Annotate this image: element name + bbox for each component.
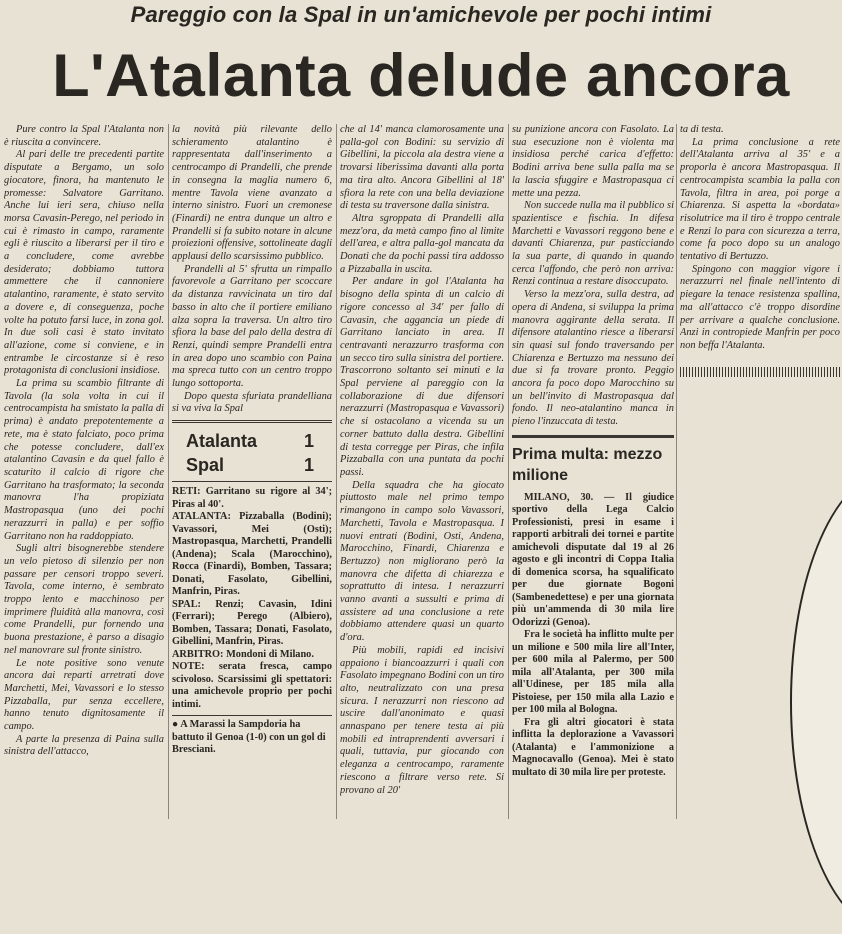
away-team: Spal xyxy=(186,455,225,476)
news-paragraph: MILANO, 30. — Il giudice sportivo della Lega Calcio Professionisti, presi in esame i rapporti arbitrali dei tornei e partite amichevoli disputate dal 19 al 26 agosto e gli incontri di Coppa Italia di domenica scorsa, ha squalificato per due giornate Bogoni (Sambenedettese) e per una giornata più un'ammenda di 30 mila lire Odorizzi (Genoa). xyxy=(512,491,674,628)
paragraph: Più mobili, rapidi ed incisivi appaiono i biancoazzurri i quali con Fasolato impegnano Bodini con un tiro alto, neutralizzato con una presa sicura. I nerazzurri non riescono ad uscire dall'anonimato e quasi annaspano per tenere testa ai più mobili ed intraprendenti avversari i quali, tuttavia, pur giocando con eleganza a centrocampo, raramente riescono a filtrare verso rete. Si provano al 20' xyxy=(340,644,504,796)
paragraph: Della squadra che ha giocato piuttosto male nel primo tempo rimangono in campo solo Vavassori, Marchetti, Tavola e Mastropasqua. I nuovi entrati (Bodini, Osti, Andena, Marocchino, Finardi, Chiarenza e Bertuzzo) non migliorano però la manovra che difetta di chiarezza e soprattutto di intesa. I nerazzurri vanno avanti a sussulti e prima di assistere ad una conclusione a rete dobbiamo attendere quasi un quarto d'ora. xyxy=(340,479,504,644)
paragraph: Le note positive sono venute ancora dai reparti arretrati dove Marchetti, Mei, Vavassori e lo stesso Pizzaballa, pur senza eccellere, hanno tenuto dignitosamente il campo. xyxy=(4,657,164,733)
box-note-spal xyxy=(172,599,332,649)
paragraph: che al 14' manca clamorosamente una palla-gol con Bodini: su servizio di Gibellini, la piccola ala destra viene a trovarsi liberissima davanti alla porta ma tira alto. Ancora Gibellini al 18' sfiora la rete con una bella deviazione di testa su traversone dalla sinistra. xyxy=(340,124,504,212)
note-label: NOTE: xyxy=(172,661,205,673)
paragraph: Dopo questa sfuriata prandelliana si va viva la Spal xyxy=(172,390,332,415)
home-team: Atalanta xyxy=(186,431,258,452)
paragraph: Altra sgroppata di Prandelli alla mezz'ora, da metà campo fino al limite dell'area, e altra palla-gol mancata da Donati che da pochi passi tira addosso a Pizzaballa in uscita. xyxy=(340,212,504,275)
scoreboard-home xyxy=(172,429,332,453)
paragraph: Al pari delle tre precedenti partite disputate a Bergamo, un solo giocatore, finora, ha mantenuto le promesse: Salvatore Garritano. Anche lui ieri sera, chiuso nella morsa Cavasin-Perego, nel periodo in cui è rimasto in campo, raramente egli è riuscito a liberarsi per il tiro e a concludere, come avrebbe desiderato; dobbiamo tuttora ammettere che il cannoniere atalantino, raramente, è stato servito a dovere e, di conseguenza, poche volte ha potuto farsi luce, in zona gol. In due soli casi è stato invitato all'azione, come si conviene, e in entrambe le circostanze si è reso protagonista di conclusioni insidiose. xyxy=(4,149,164,377)
box-note-notes xyxy=(172,661,332,711)
note-label: RETI: xyxy=(172,486,201,498)
headline: L'Atalanta delude ancora xyxy=(52,42,790,109)
hatched-divider xyxy=(680,367,840,377)
home-score: 1 xyxy=(303,431,314,452)
article-column-4 xyxy=(512,124,674,819)
note-text: Renzi; Cavasin, Idini (Ferrari); Perego (Albiero), Bomben, Tassara; Donati, Fasolato, Gibellini, Manfrin, Piras. xyxy=(172,598,332,648)
box-note-referee xyxy=(172,649,332,662)
scoreboard-away xyxy=(172,453,332,477)
paragraph: Non succede nulla ma il pubblico si spazientisce e fischia. In difesa Marchetti e Vavassori reggono bene e davanti Chiarenza, pur pasticciando la sua parte, di quando in quando cerca l'affondo, che però non arriva: Renzi continua a restare disoccupato. xyxy=(512,200,674,288)
kicker-subheadline: Pareggio con la Spal in un'amichevole per pochi intimi xyxy=(130,2,712,27)
note-label: ATALANTA: xyxy=(172,511,231,523)
paragraph: La prima conclusione a rete dell'Atalanta arriva al 35' e a proporla è ancora Mastropasqua. Il centrocampista scambia la palla con Tavola, filtra in area, poi porge a Chiarenza. Si aspetta la «bordata» risolutrice ma il tiro è troppo centrale e Renzi lo para con sicurezza a terra, come fa poco dopo su un analogo tentativo di Bertuzzo. xyxy=(680,136,840,263)
paragraph: Sugli altri bisognerebbe stendere un velo pietoso di silenzio per non passare per censori troppo severi. Tavola, come interno, è sembrato troppo lento e macchinoso per imprimere fluidità alla manovra, così come Prandelli, pur fornendo una buona prestazione, è parso a disagio nel manovrare sul fronte sinistro. xyxy=(4,543,164,656)
paragraph: Prandelli al 5' sfrutta un rimpallo favorevole a Garritano per scoccare da distanza ravvicinata un tiro dal basso in alto che il portiere emiliano alza sopra la traversa. Un altro tiro sfiora la base del palo della destra di Renzi, quindi sempre Prandelli entra in area dopo uno scambio con Paina ma spreca tutto con un centro troppo lungo sottoporta. xyxy=(172,263,332,390)
note-text: Mondoni di Milano. xyxy=(226,648,314,660)
paragraph: la novità più rilevante dello schieramento atalantino è rappresentata dall'inserimento a centrocampo di Prandelli, che prende in consegna la maglia numero 6, mentre Tavola viene avanzato a interno sinistro. Fuori un cremonese (Finardi) ne entra dunque un altro e Prandelli si fa subito notare in alcune proiezioni offensive, sottolineate dagli applausi dello scarsissimo pubblico. xyxy=(172,124,332,263)
scoreboard-separator xyxy=(172,481,332,482)
note-text: Pizzaballa (Bodini); Vavassori, Mei (Osti); Mastropasqua, Marchetti, Prandelli (Andena); Scala (Marocchino), Rocca (Finardi), Bomben, Tassara; Donati, Fasolato, Gibellini, Manfrin, Piras. xyxy=(172,511,332,598)
box-note-goals xyxy=(172,486,332,511)
paragraph: La prima su scambio filtrante di Tavola (la sola volta in cui il centrocampista ha smistato la palla di prima) è andato prepotentemente a rete, ma è stato falciato, poco prima che potesse concludere, dall'ex atalantino Cavasin e da quel fallo è scaturito il calcio di rigore che Garritano ha trasformato; la seconda manovra l'ha propiziata Mastropasqua (uno dei pochi nerazzurri in palla) e per soffio Garritano non ha raddoppiato. xyxy=(4,378,164,542)
away-score: 1 xyxy=(303,455,314,476)
paragraph: su punizione ancora con Fasolato. La sua esecuzione non è violenta ma insidiosa perché carica d'effetto: Bodini arriva bene sulla palla ma se la lascia sfuggire e Mastropasqua ci mette una pezza. xyxy=(512,124,674,199)
article-column-2 xyxy=(172,124,332,819)
note-label: ARBITRO: xyxy=(172,648,224,660)
column-rule xyxy=(336,124,337,819)
column-rule xyxy=(508,124,509,819)
note-text: Garritano su rigore al 34'; Piras al 40'. xyxy=(172,486,332,510)
news-paragraph: Fra gli altri giocatori è stata inflitta la deplorazione a Vavassori (Atalanta) e l'ammonizione a Magnocavallo (Genoa). Mei è stato multato di 30 mila lire per proteste. xyxy=(512,716,674,778)
box-note-atalanta xyxy=(172,511,332,599)
note-label: SPAL: xyxy=(172,598,201,610)
paragraph: ta di testa. xyxy=(680,124,724,135)
paragraph: Verso la mezz'ora, sulla destra, ad opera di Andena, si sviluppa la prima manovra aggirante della serata. Il difensore atalantino riesce a liberarsi sin quasi sul fondo traversando per Chiarenza e Bertuzzo ma nessuno dei due si fa trovare pronto. Peggio ancora fa poco dopo Marocchino su un bell'invito di Mastropasqua dal fondo. Il neo-atalantino manca in pieno l'inzuccata di testa. xyxy=(512,289,674,428)
article-column-3 xyxy=(340,124,504,819)
column-rule xyxy=(168,124,169,819)
bulletin-sampdoria: ● A Marassi la Sampdoria ha battuto il Genoa (1-0) con un gol di Bresciani. xyxy=(172,715,332,757)
news-paragraph: Fra le società ha inflitto multe per un milione e 500 mila lire all'Inter, per 600 mila al Palermo, per 500 mila all'Atalanta, per 300 mila all'Udinese, per 185 mila alla Pistoiese, per 150 mila alla Lazio e per 100 mila al Bologna. xyxy=(512,629,674,716)
paragraph: Per andare in gol l'Atalanta ha bisogno della spinta di un calcio di rigore concesso al 34' per fallo di Cavasin, che aggancia un piede di Garritano lanciato in area. Il centravanti nerazzurro trasforma con un secco tiro sulla sinistra del portiere. Trascorrono soltanto sei minuti e la Spal perviene al pareggio con la collaborazione di due difensori nerazzurri (Mastropasqua e Vavassori) che si ostacolano a vicenda su un corner battuto dalla destra. Gibellini di testa corregge per Piras, che infila Pizzaballa con una puntata da pochi passi. xyxy=(340,276,504,478)
article-column-1 xyxy=(4,124,164,819)
scoreboard-rule xyxy=(172,420,332,423)
paragraph: A parte la presenza di Paina sulla sinistra dell'attacco, xyxy=(4,733,164,758)
column-rule xyxy=(676,124,677,819)
paragraph: Pure contro la Spal l'Atalanta non è riuscita a convincere. xyxy=(4,124,164,148)
paragraph: Spingono con maggior vigore i nerazzurri nel finale nell'intento di piegare la tenace resistenza spallina, ma all'attacco c'è troppo disordine per arrivare a qualche conclusione. Anzi in contropiede Manfrin per poco non beffa l'Atalanta. xyxy=(680,263,840,351)
fine-box-title: Prima multa: mezzo milione xyxy=(512,435,674,486)
note-text: serata fresca, campo scivoloso. Scarsissimi gli spettatori: una amichevole proprio per pochi intimi. xyxy=(172,661,332,710)
